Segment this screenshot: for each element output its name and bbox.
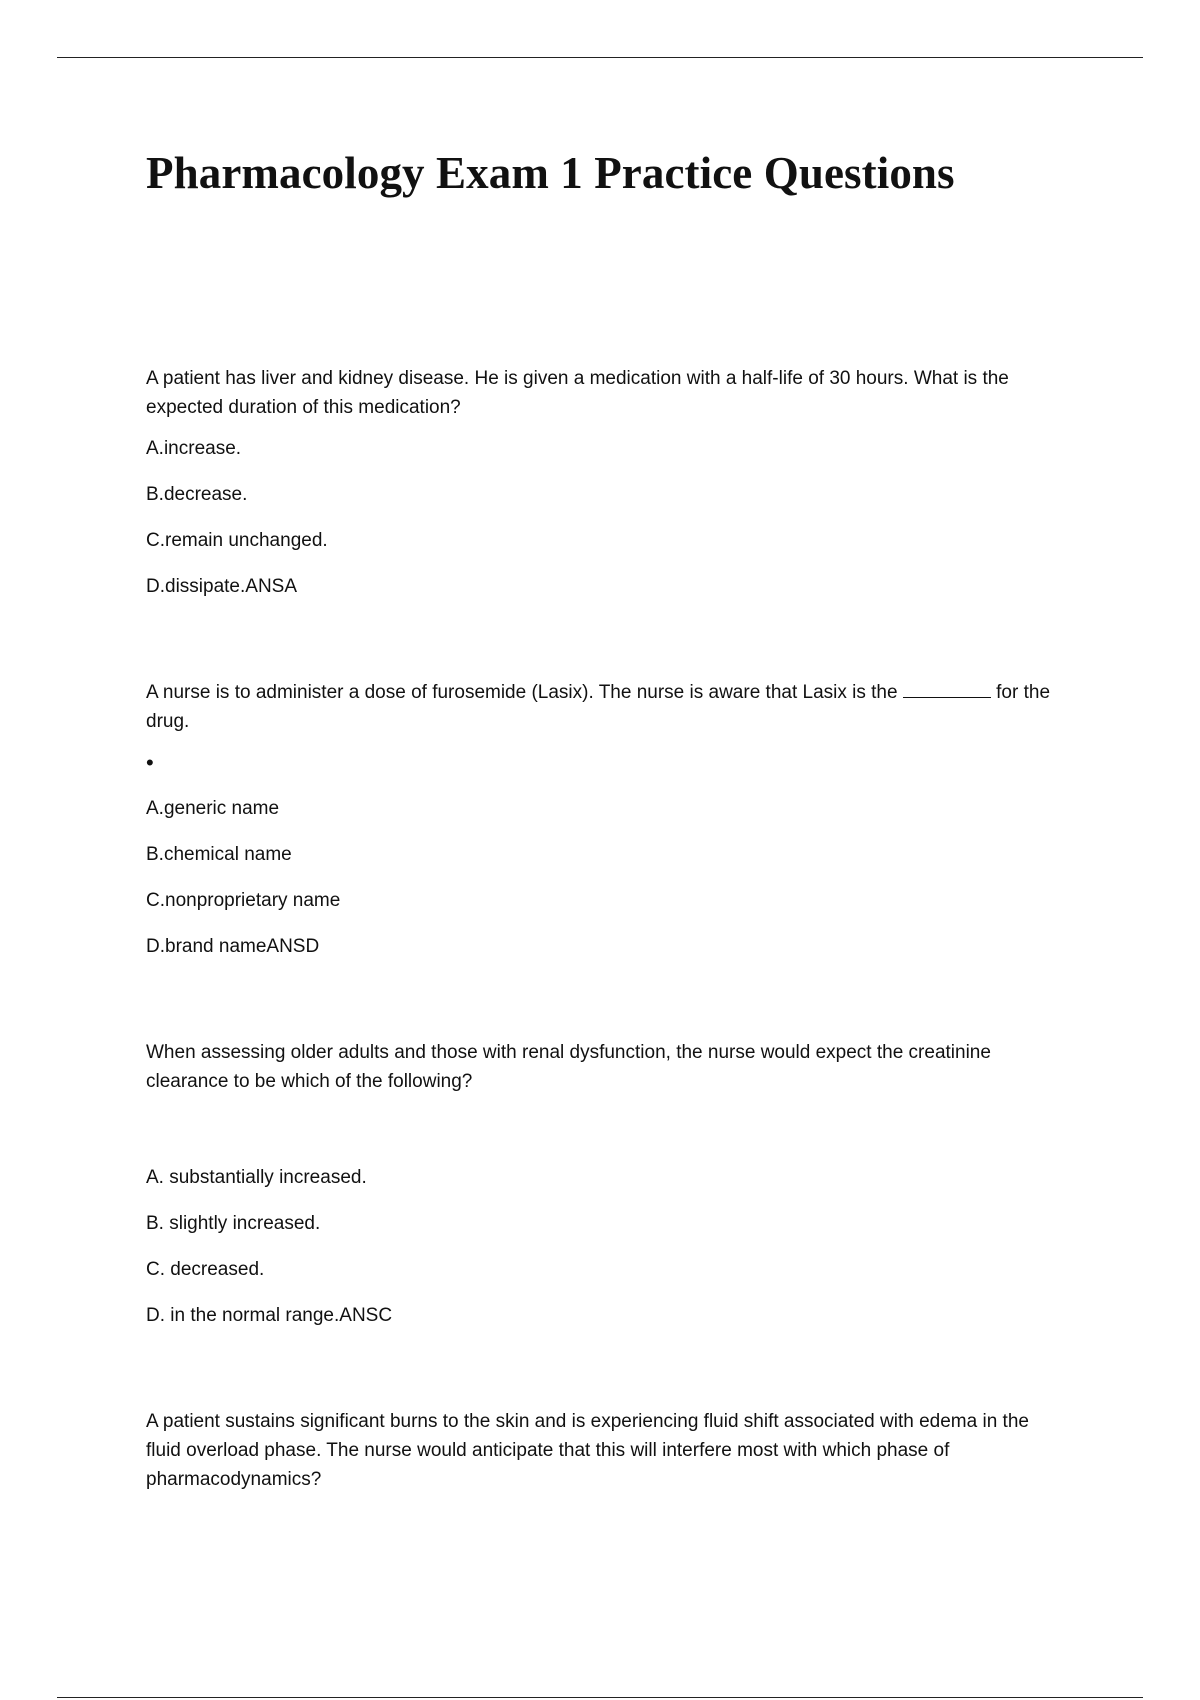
question-text-part: for the drug. [146, 682, 1051, 732]
answer-option: D.dissipate.ANSA [146, 576, 298, 597]
question-text: A patient sustains significant burns to the skin and is experiencing fluid shift associated with edema in the fluid overload phase. The nurse would anticipate that this will interfere most with which phase of pharmacodynamics? [146, 1411, 1029, 1490]
answer-option: D.brand nameANSD [146, 936, 320, 957]
spacer [146, 618, 1066, 678]
question-text-part: A nurse is to administer a dose of furosemide (Lasix). The nurse is aware that Lasix is the [146, 682, 898, 703]
answer-option: A. substantially increased. [146, 1167, 367, 1188]
answer-option: B.decrease. [146, 484, 248, 505]
bottom-rule [57, 1697, 1143, 1698]
bullet-point: • [146, 750, 154, 775]
spacer [146, 1108, 1066, 1163]
spacer [146, 978, 1066, 1038]
question-1 [146, 364, 1066, 618]
answer-option: C.remain unchanged. [146, 530, 328, 551]
answer-option: D. in the normal range.ANSC [146, 1305, 393, 1326]
question-text: A patient has liver and kidney disease. He is given a medication with a half-life of 30 hours. What is the expected duration of this medication? [146, 368, 1009, 418]
top-rule [57, 57, 1143, 58]
answer-option: A.increase. [146, 438, 242, 459]
question-3 [146, 1038, 1066, 1347]
fill-in-blank [903, 680, 991, 698]
question-list [146, 364, 1066, 1506]
answer-option: C.nonproprietary name [146, 890, 341, 911]
question-text [146, 678, 1066, 736]
spacer [146, 1347, 1066, 1407]
answer-option: C. decreased. [146, 1259, 265, 1280]
question-4 [146, 1407, 1066, 1494]
page-title: Pharmacology Exam 1 Practice Questions [146, 148, 955, 198]
question-2 [146, 678, 1066, 978]
answer-option: B.chemical name [146, 844, 292, 865]
answer-option: A.generic name [146, 798, 280, 819]
question-text: When assessing older adults and those with renal dysfunction, the nurse would expect the creatinine clearance to be which of the following? [146, 1042, 991, 1092]
answer-option: B. slightly increased. [146, 1213, 321, 1234]
